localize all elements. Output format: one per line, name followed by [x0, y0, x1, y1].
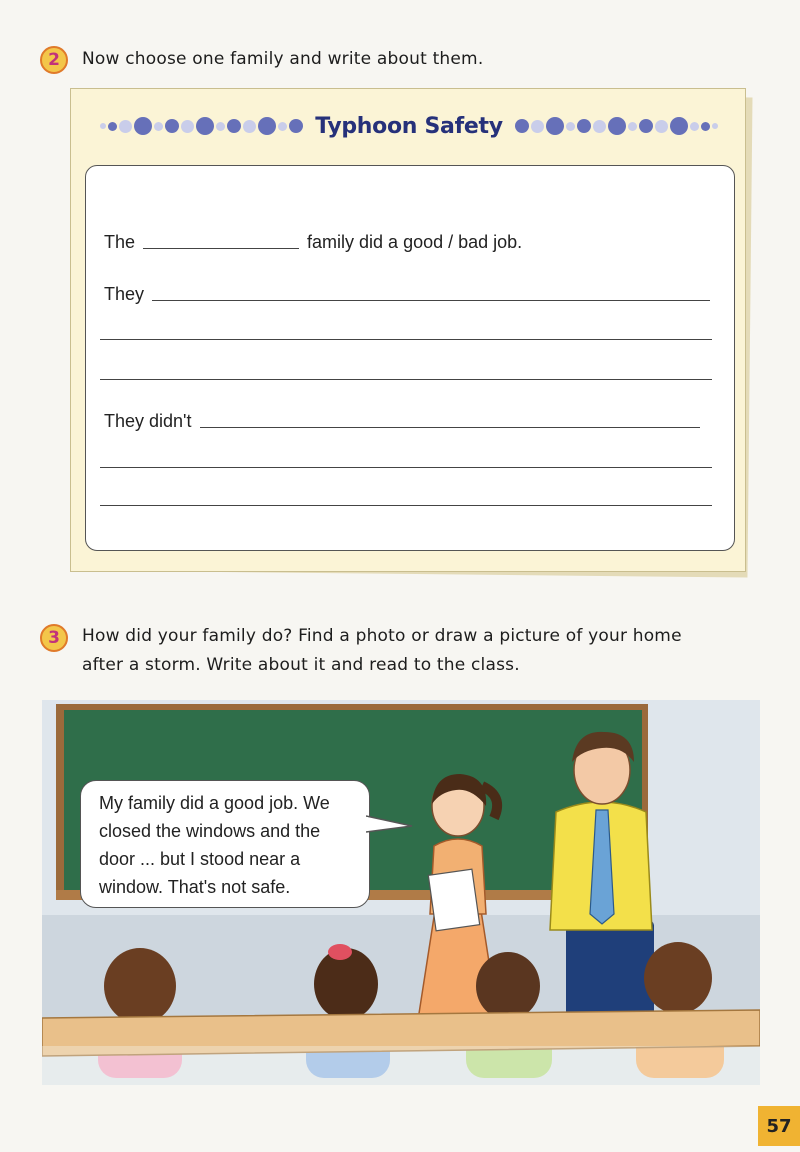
they-blank[interactable] — [152, 299, 710, 301]
exercise-number-badge: 2 — [40, 46, 68, 74]
card-title-row — [71, 111, 747, 141]
speech-line-1: My family did a good job. We — [99, 793, 330, 813]
line-1-prefix: The — [104, 232, 136, 252]
line-1-suffix: family did a good / bad job. — [307, 232, 523, 252]
blank-line[interactable] — [100, 338, 712, 340]
exercise-number-badge: 3 — [40, 624, 68, 652]
exercise-3-instruction-line-2: after a storm. Write about it and read to the class. — [82, 655, 520, 675]
writing-line-2 — [104, 284, 710, 305]
line-2-prefix: They — [104, 284, 145, 304]
right-dots-decoration — [515, 117, 718, 135]
speech-bubble-tail — [366, 812, 416, 836]
writing-line-3 — [104, 411, 700, 432]
left-dots-decoration — [100, 117, 303, 135]
speech-line-4: window. That's not safe. — [99, 877, 291, 897]
exercise-3-instruction-line-1: How did your family do? Find a photo or draw a picture of your home — [82, 626, 682, 646]
typhoon-safety-card — [70, 88, 746, 572]
they-didnt-blank[interactable] — [200, 426, 700, 428]
blank-line[interactable] — [100, 466, 712, 468]
card-title: Typhoon Safety — [315, 113, 503, 139]
writing-area — [85, 165, 735, 551]
writing-line-1 — [104, 232, 522, 253]
page-number: 57 — [758, 1106, 800, 1146]
blank-line[interactable] — [100, 504, 712, 506]
blank-line[interactable] — [100, 378, 712, 380]
speech-line-2: closed the windows and the — [99, 821, 321, 841]
speech-line-3: door ... but I stood near a — [99, 849, 301, 869]
exercise-2-instruction: Now choose one family and write about them. — [82, 49, 484, 69]
family-name-blank[interactable] — [143, 247, 299, 249]
speech-bubble — [80, 780, 370, 908]
line-3-prefix: They didn't — [104, 411, 192, 431]
